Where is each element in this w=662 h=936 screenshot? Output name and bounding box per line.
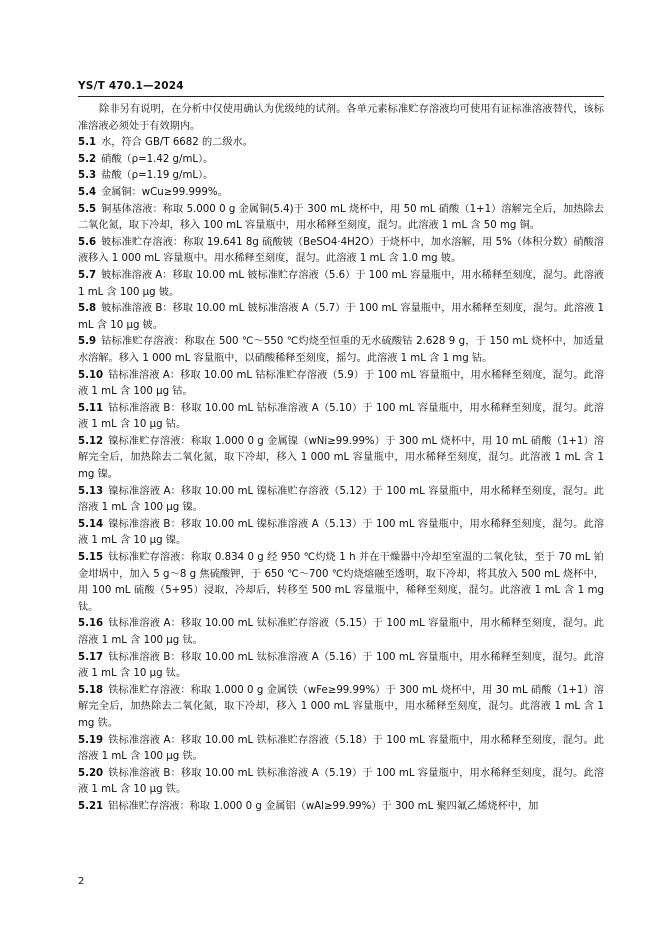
clause-number: 5.2 <box>78 153 97 165</box>
clause-number: 5.8 <box>78 303 97 315</box>
clause-number: 5.5 <box>78 203 97 215</box>
clause-number: 5.11 <box>78 402 104 414</box>
clause-5-16 <box>78 616 604 649</box>
clause-text: 镍标准溶液 B：移取 10.00 mL 镍标准溶液 A（5.13）于 100 mL 容量瓶中，用水稀释至刻度，混匀。此溶液 1 mL 含 10 μg 镍。 <box>78 518 604 547</box>
clause-text: 铜基体溶液：称取 5.000 0 g 金属铜(5.4)于 300 mL 烧杯中，用 50 mL 硝酸（1+1）溶解完全后，加热除去二氧化氮，取下冷却，移入 100 mL 容量瓶中，用水稀释至刻度，混匀。此溶液 1 mL 含 50 mg 铜。 <box>78 203 604 232</box>
document-body <box>78 102 604 816</box>
clause-text: 钴标准溶液 A：移取 10.00 mL 钴标准贮存溶液（5.9）于 100 mL 容量瓶中，用水稀释至刻度，混匀。此溶液 1 mL 含 100 μg 钴。 <box>78 369 604 398</box>
page-number: 2 <box>78 876 85 887</box>
clause-number: 5.18 <box>78 684 104 696</box>
clause-number: 5.6 <box>78 236 97 248</box>
clause-5-2 <box>78 152 604 169</box>
clause-number: 5.15 <box>78 552 104 564</box>
clause-5-6 <box>78 235 604 268</box>
clause-text: 硝酸（ρ=1.42 g/mL）。 <box>101 153 214 165</box>
clause-text: 钴标准溶液 B：移取 10.00 mL 钴标准溶液 A（5.10）于 100 mL 容量瓶中，用水稀释至刻度，混匀。此溶液 1 mL 含 10 μg 钴。 <box>78 402 604 431</box>
clause-number: 5.14 <box>78 518 104 530</box>
clause-text: 铍标准溶液 B：移取 10.00 mL 铍标准溶液 A（5.7）于 100 mL 容量瓶中，用水稀释至刻度，混匀。此溶液 1 mL 含 10 μg 铍。 <box>78 303 604 331</box>
clause-number: 5.12 <box>78 435 104 447</box>
clause-5-20 <box>78 766 604 799</box>
clause-text: 钴标准贮存溶液：称取在 500 ℃～550 ℃灼烧至恒重的无水硫酸钴 2.628 9 g，于 150 mL 烧杯中，加适量水溶解。移入 1 000 mL 容量瓶中，以硝酸稀释至刻度，摇匀。此溶液 1 mL 含 1 mg 钴。 <box>78 336 604 364</box>
clause-5-1 <box>78 135 604 152</box>
clause-text: 镍标准贮存溶液：称取 1.000 0 g 金属镍（wNi≥99.99%）于 300 mL 烧杯中，用 10 mL 硝酸（1+1）溶解完全后，加热除去二氧化氮，取下冷却，移入 1 000 mL 容量瓶中，用水稀释至刻度，混匀。此溶液 1 mL 含 1 mg 镍。 <box>78 435 604 481</box>
clause-5-11 <box>78 401 604 434</box>
clause-5-7 <box>78 268 604 301</box>
clause-text: 钛标准溶液 B：移取 10.00 mL 钛标准溶液 A（5.16）于 100 mL 容量瓶中，用水稀释至刻度，混匀。此溶液 1 mL 含 10 μg 钛。 <box>78 651 604 680</box>
clause-text: 钛标准贮存溶液：称取 0.834 0 g 经 950 ℃灼烧 1 h 并在干燥器中冷却至室温的二氧化钛，至于 70 mL 铂金坩埚中，加入 5 g～8 g 焦硫酸钾，于 650 ℃～700 ℃灼烧熔融至透明，取下冷却，将其放入 500 mL 烧杯中，用 100 mL 硫酸（5+95）浸取，冷却后，转移至 500 mL 容量瓶中，稀释至刻度，混匀。此溶液 1 mL 含 1 mg 钛。 <box>78 552 604 613</box>
clause-text: 铍标准贮存溶液：称取 19.641 8g 硫酸铍（BeSO4·4H2O）于烧杯中，加水溶解，用 5%（体积分数）硝酸溶液移入 1 000 mL 容量瓶中。用水稀释至刻度，混匀。此溶液 1 mL 含 1.0 mg 铍。 <box>78 236 604 265</box>
clause-text: 铍标准溶液 A：移取 10.00 mL 铍标准贮存溶液（5.6）于 100 mL 容量瓶中，用水稀释至刻度，混匀。此溶液 1 mL 含 100 μg 铍。 <box>78 269 604 298</box>
clause-number: 5.3 <box>78 170 97 182</box>
clause-number: 5.10 <box>78 369 104 381</box>
clause-number: 5.17 <box>78 651 104 663</box>
clause-text: 镍标准溶液 A：移取 10.00 mL 镍标准贮存溶液（5.12）于 100 mL 容量瓶中，用水稀释至刻度，混匀。此溶液 1 mL 含 100 μg 镍。 <box>78 485 604 514</box>
clause-number: 5.4 <box>78 186 97 198</box>
clause-text: 铝标准贮存溶液：称取 1.000 0 g 金属铝（wAl≥99.99%）于 300 mL 聚四氟乙烯烧杯中，加 <box>108 800 539 812</box>
clause-5-14 <box>78 517 604 550</box>
clause-number: 5.1 <box>78 137 97 149</box>
clause-text: 盐酸（ρ=1.19 g/mL）。 <box>101 170 214 182</box>
clause-5-3 <box>78 168 604 185</box>
clause-5-18 <box>78 683 604 733</box>
clause-5-8 <box>78 301 604 334</box>
clause-5-9 <box>78 334 604 367</box>
clause-5-12 <box>78 434 604 484</box>
clause-number: 5.19 <box>78 734 104 746</box>
clause-5-19 <box>78 733 604 766</box>
clause-5-5 <box>78 202 604 235</box>
clause-number: 5.21 <box>78 800 104 812</box>
clause-5-15 <box>78 550 604 616</box>
header-divider <box>78 96 604 97</box>
clause-text: 金属铜：wCu≥99.999%。 <box>101 186 228 198</box>
clause-text: 铁标准贮存溶液：称取 1.000 0 g 金属铁（wFe≥99.99%）于 300 mL 烧杯中，用 30 mL 硝酸（1+1）溶解完全后，加热除去二氧化氮，取下冷却，移入 1 000 mL 容量瓶中，用水稀释至刻度，混匀。此溶液 1 mL 含 1 mg 铁。 <box>78 684 604 729</box>
clause-text: 铁标准溶液 B：移取 10.00 mL 铁标准溶液 A（5.19）于 100 mL 容量瓶中，用水稀释至刻度，混匀。此溶液 1 mL 含 10 μg 铁。 <box>78 767 604 796</box>
clause-text: 铁标准溶液 A：移取 10.00 mL 铁标准贮存溶液（5.18）于 100 mL 容量瓶中，用水稀释至刻度，混匀。此溶液 1 mL 含 100 μg 铁。 <box>78 734 604 763</box>
clause-number: 5.7 <box>78 269 97 281</box>
clause-number: 5.13 <box>78 485 104 497</box>
intro-paragraph: 除非另有说明，在分析中仅使用确认为优级纯的试剂。各单元素标准贮存溶液均可使用有证标准溶液替代，该标准溶液必须处于有效期内。 <box>78 104 604 132</box>
clause-text: 钛标准溶液 A：移取 10.00 mL 钛标准贮存溶液（5.15）于 100 mL 容量瓶中，用水稀释至刻度，混匀。此溶液 1 mL 含 100 μg 钛。 <box>78 618 604 646</box>
clause-text: 水，符合 GB/T 6682 的二级水。 <box>101 137 253 149</box>
clause-number: 5.20 <box>78 767 104 779</box>
clause-5-21 <box>78 799 604 816</box>
clause-5-4 <box>78 185 604 202</box>
clause-5-13 <box>78 484 604 517</box>
clause-number: 5.9 <box>78 336 97 348</box>
clause-5-10 <box>78 368 604 401</box>
clause-5-17 <box>78 650 604 683</box>
clause-number: 5.16 <box>78 618 104 630</box>
standard-code: YS/T 470.1—2024 <box>78 80 184 92</box>
